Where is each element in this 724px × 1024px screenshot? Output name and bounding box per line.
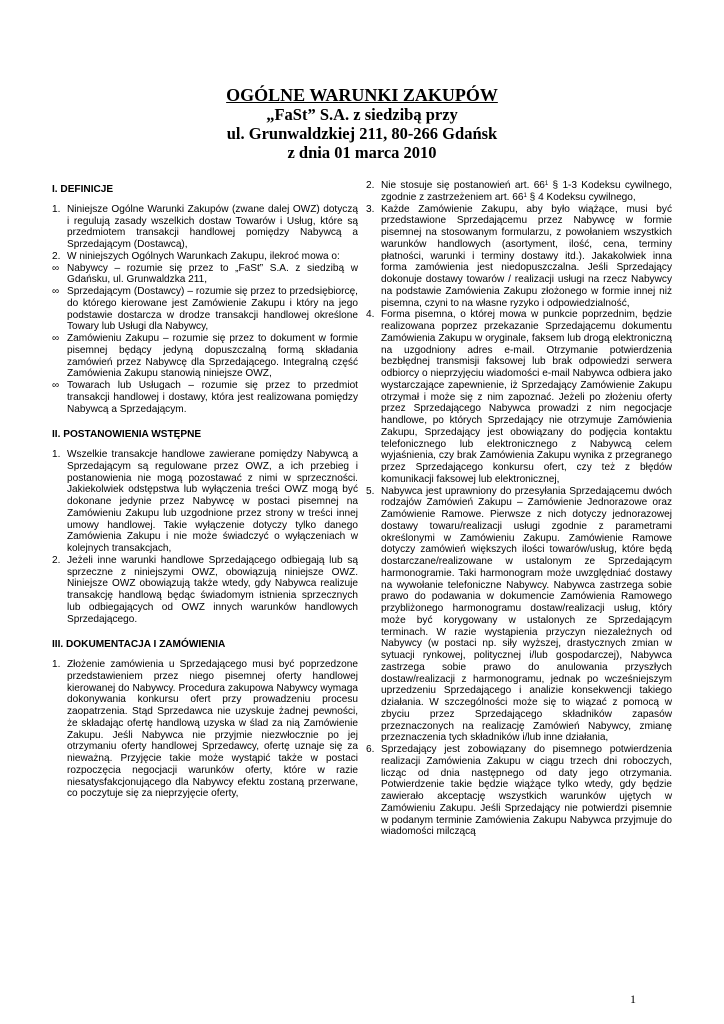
title-heading: OGÓLNE WARUNKI ZAKUPÓW (226, 85, 498, 105)
item-number: 4. (366, 309, 375, 321)
section-heading-documentation: III. DOKUMENTACJA I ZAMÓWIENIA (52, 639, 226, 651)
item-text: Nie stosuje się postanowień art. $66^1$ § 1-3 Kodeksu cywilnego, zgodnie z zastrzeżeniem art. $66^1$ § 4 Kodeksu cywilnego, (381, 180, 672, 203)
right-column (366, 180, 672, 838)
item-text: Nabywca jest uprawniony do przesyłania Sprzedającemu dwóch rodzajów Zamówień Zakupu – Zamówienie Jednorazowe oraz Zamówienie Ramowe. Pierwsze z nich dotyczy jednorazowej dostawy towaru/realizacji usługi zgodnie z parametrami określonymi w Zamówieniu Zakupu. Zamówienie Ramowe dotyczy zamówień większych ilości towarów/usług, które będą dostarczane/realizowane w ustalonym ze Sprzedającym harmonogramie. Taki harmonogram może uwzględniać dostawy na wywołanie telefoniczne Nabywcy. Nabywca zastrzega sobie prawo do podawania w dokumencie Zamówienia Ramowego przybliżonego harmonogramu dostaw/realizacji usług, który może być korygowany w ustalonych ze Sprzedającym terminach. W razie wystąpienia przyczyn niezależnych od Nabywcy (w postaci np. siły wyższej, drastycznych zmian w sytuacji rynkowej, politycznej i/lub gospodarczej), Nabywca zastrzega sobie prawo do anulowania przyszłych dostaw/realizacji z harmonogramu, jednak po wcześniejszym uprzedzeniu Sprzedającego i analizie konsekwencji takiego działania. W szczególności może się to wiązać z pomocą w zbyciu przez Sprzedającego składników zapasów przeznaczonych na realizację Zamówień Nabywcy, zmianę przeznaczenia tych składników i/lub inne działania, (381, 485, 672, 744)
title-date: z dnia 01 marca 2010 (287, 143, 437, 162)
item-text: Towarach lub Usługach – rozumie się przez to przedmiot transakcji handlowej i dostawy, która jest realizowana pomiędzy Nabywcą a Sprzedającym. (67, 380, 358, 415)
item-number: 5. (366, 485, 375, 497)
list-item (52, 251, 358, 263)
left-column (52, 180, 358, 800)
list-item (366, 309, 672, 485)
item-number: 3. (366, 203, 375, 215)
item-text: Złożenie zamówienia u Sprzedającego musi być poprzedzone przedstawieniem przez niego pisemnej oferty handlowej kierowanej do Nabywcy. Procedura zakupowa Nabywcy wymaga dokonywania konkursu ofert przy prowadzeniu procesu zaopatrzenia. Stąd Sprzedawca nie uzyskuje żadnej pewności, że składając ofertę handlową uzyska w ślad za nią Zamówienie Zakupu. Jeśli Nabywca nie przyjmie niezwłocznie po jej otrzymaniu oferty handlowej Sprzedawcy, ofertę uznaje się za nieważną. Przyjęcie takie może wystąpić także w postaci rozpoczęcia negocjacji warunków oferty, które w razie niesatysfakcjonującego dla Nabywcy efektu zostaną przerwane, co poczytuje się za nieprzyjęcie oferty, (67, 659, 358, 800)
item-text: Jeżeli inne warunki handlowe Sprzedającego odbiegają lub są sprzeczne z niniejszymi OWZ, obowiązują niniejsze OWZ. Niniejsze OWZ obowiązują także wtedy, gdy Nabywca realizuje transakcję handlową będąc świadomym istnienia sprzecznych lub odbiegających od OWZ innych warunków handlowych Sprzedającego. (67, 554, 358, 625)
item-text: Forma pisemna, o której mowa w punkcie poprzednim, będzie realizowana poprzez przekazanie Sprzedającemu dokumentu Zamówienia Zakupu w oryginale, faksem lub drogą elektroniczną na uzgodniony adres e-mail. Otrzymanie potwierdzenia bezbłędnej transmisji faksowej lub brak odpowiedzi serwera odbiorcy o nieprzyjęciu wiadomości e-mail Nabywca odbiera jako wystarczające zapewnienie, iż Sprzedający Zamówienie Zakupu otrzymał i może się z nim zapoznać. Jeżeli po złożeniu oferty przez Sprzedającego Nabywca prowadzi z nim negocjacje handlowe, po których Sprzedający nie otrzymuje Zamówienia Zakupu, Sprzedający jest obowiązany do podjęcia kontaktu telefonicznego lub elektronicznego z Nabywcą celem wyjaśnienia, czy brak Zamówienia Zakupu wynika z przegranego przez Sprzedającego konkursu ofert, czy też z błędów komunikacji faksowej lub elektronicznej, (381, 309, 672, 485)
item-number: 2. (366, 180, 375, 191)
bullet-icon: ∞ (52, 380, 60, 391)
item-text: Nabywcy – rozumie się przez to „FaSt” S.A. z siedzibą w Gdańsku, ul. Grunwaldzka 211, (67, 262, 358, 286)
item-number: 1. (52, 449, 61, 460)
list-item (52, 449, 358, 555)
item-number: 2. (52, 554, 61, 566)
document-title (0, 86, 724, 162)
item-number: 6. (366, 744, 375, 755)
item-text: Zamówieniu Zakupu – rozumie się przez to dokument w formie pisemnej będący jedyną dopuszczalną formą składania zamówień przez Nabywcę dla Sprzedającego. Integralną część Zamówienia Zakupu stanowią niniejsze OWZ, (67, 333, 358, 380)
bullet-item (52, 380, 358, 415)
item-text: W niniejszych Ogólnych Warunkach Zakupu, ilekroć mowa o: (67, 250, 340, 262)
list-item (366, 486, 672, 745)
item-text: Niniejsze Ogólne Warunki Zakupów (zwane dalej OWZ) dotyczą i regulują zasady wszelkich dostaw Towarów i Usług, które są przedmiotem transakcji handlowej pomiędzy Nabywcą a Sprzedającym (Dostawcą), (67, 203, 358, 250)
item-number: 1. (52, 203, 61, 215)
section-heading-definitions: I. DEFINICJE (52, 184, 114, 195)
section-heading-preliminary: II. POSTANOWIENIA WSTĘPNE (52, 429, 202, 441)
item-text: Wszelkie transakcje handlowe zawierane pomiędzy Nabywcą a Sprzedającym są regulowane przez OWZ, a ich przebieg i postanowienia nie mogą pozostawać z nimi w sprzeczności. Jakiekolwiek odstępstwa lub wyłączenia treści OWZ mogą być dokonane jedynie przez Nabywcę w postaci pisemnej na Zamówieniu Zakupu lub uzgodnione przez strony w treści innej umowy handlowej. Takie wyłączenie dotyczy tylko danego Zamówienia Zakupu i nie może świadczyć o wyłączeniach w kolejnych transakcjach, (67, 449, 358, 554)
bullet-item (52, 333, 358, 380)
page-number: 1 (630, 992, 636, 1006)
list-item (52, 204, 358, 251)
bullet-icon: ∞ (52, 262, 60, 274)
title-address: ul. Grunwaldzkiej 211, 80-266 Gdańsk (226, 124, 498, 143)
item-text: Sprzedającym (Dostawcy) – rozumie się przez to przedsiębiorcę, do którego kierowane jest Zamówienie Zakupu i który na jego podstawie dostarcza w drodze transakcji handlowej określone Towary lub Usługi dla Nabywcy, (67, 286, 358, 333)
item-number: 2. (52, 250, 61, 262)
item-text: Sprzedający jest zobowiązany do pisemnego potwierdzenia realizacji Zamówienia Zakupu w ciągu trzech dni roboczych, licząc od dnia następnego od daty jego otrzymania. Potwierdzenie takie będzie wiążące tylko wtedy, gdy będzie zawierało akceptację wszystkich warunków ujętych w Zamówieniu Zakupu. Jeśli Sprzedający nie potwierdzi pisemnie w podanym terminie Zamówienia Zakupu Nabywca przyjmuje do wiadomości milczącą (381, 744, 672, 838)
list-item (52, 659, 358, 800)
list-item (366, 744, 672, 838)
bullet-icon: ∞ (52, 333, 60, 344)
item-number: 1. (52, 659, 61, 670)
list-item (52, 555, 358, 626)
list-item (366, 204, 672, 310)
item-text: Każde Zamówienie Zakupu, aby było wiążące, musi być przedstawione Sprzedającemu przez Nabywcę w formie pisemnej na stosowanym formularzu, z powołaniem wszystkich warunków handlowych (asortyment, ilość, cena, terminy płatności, warunki i terminy dostawy itd.). Jakakolwiek inna forma zamówienia jest niedopuszczalna. Jeśli Sprzedający dokonuje dostawy towarów / realizacji usługi na rzecz Nabywcy na podstawie Zamówienia Zakupu złożonego w formie innej niż pisemna, czyni to na własne ryzyko i odpowiedzialność, (381, 203, 672, 309)
bullet-item (52, 286, 358, 333)
bullet-icon: ∞ (52, 286, 60, 297)
list-item (366, 180, 672, 204)
bullet-item (52, 263, 358, 287)
title-company: „FaSt” S.A. z siedzibą przy (266, 105, 458, 124)
